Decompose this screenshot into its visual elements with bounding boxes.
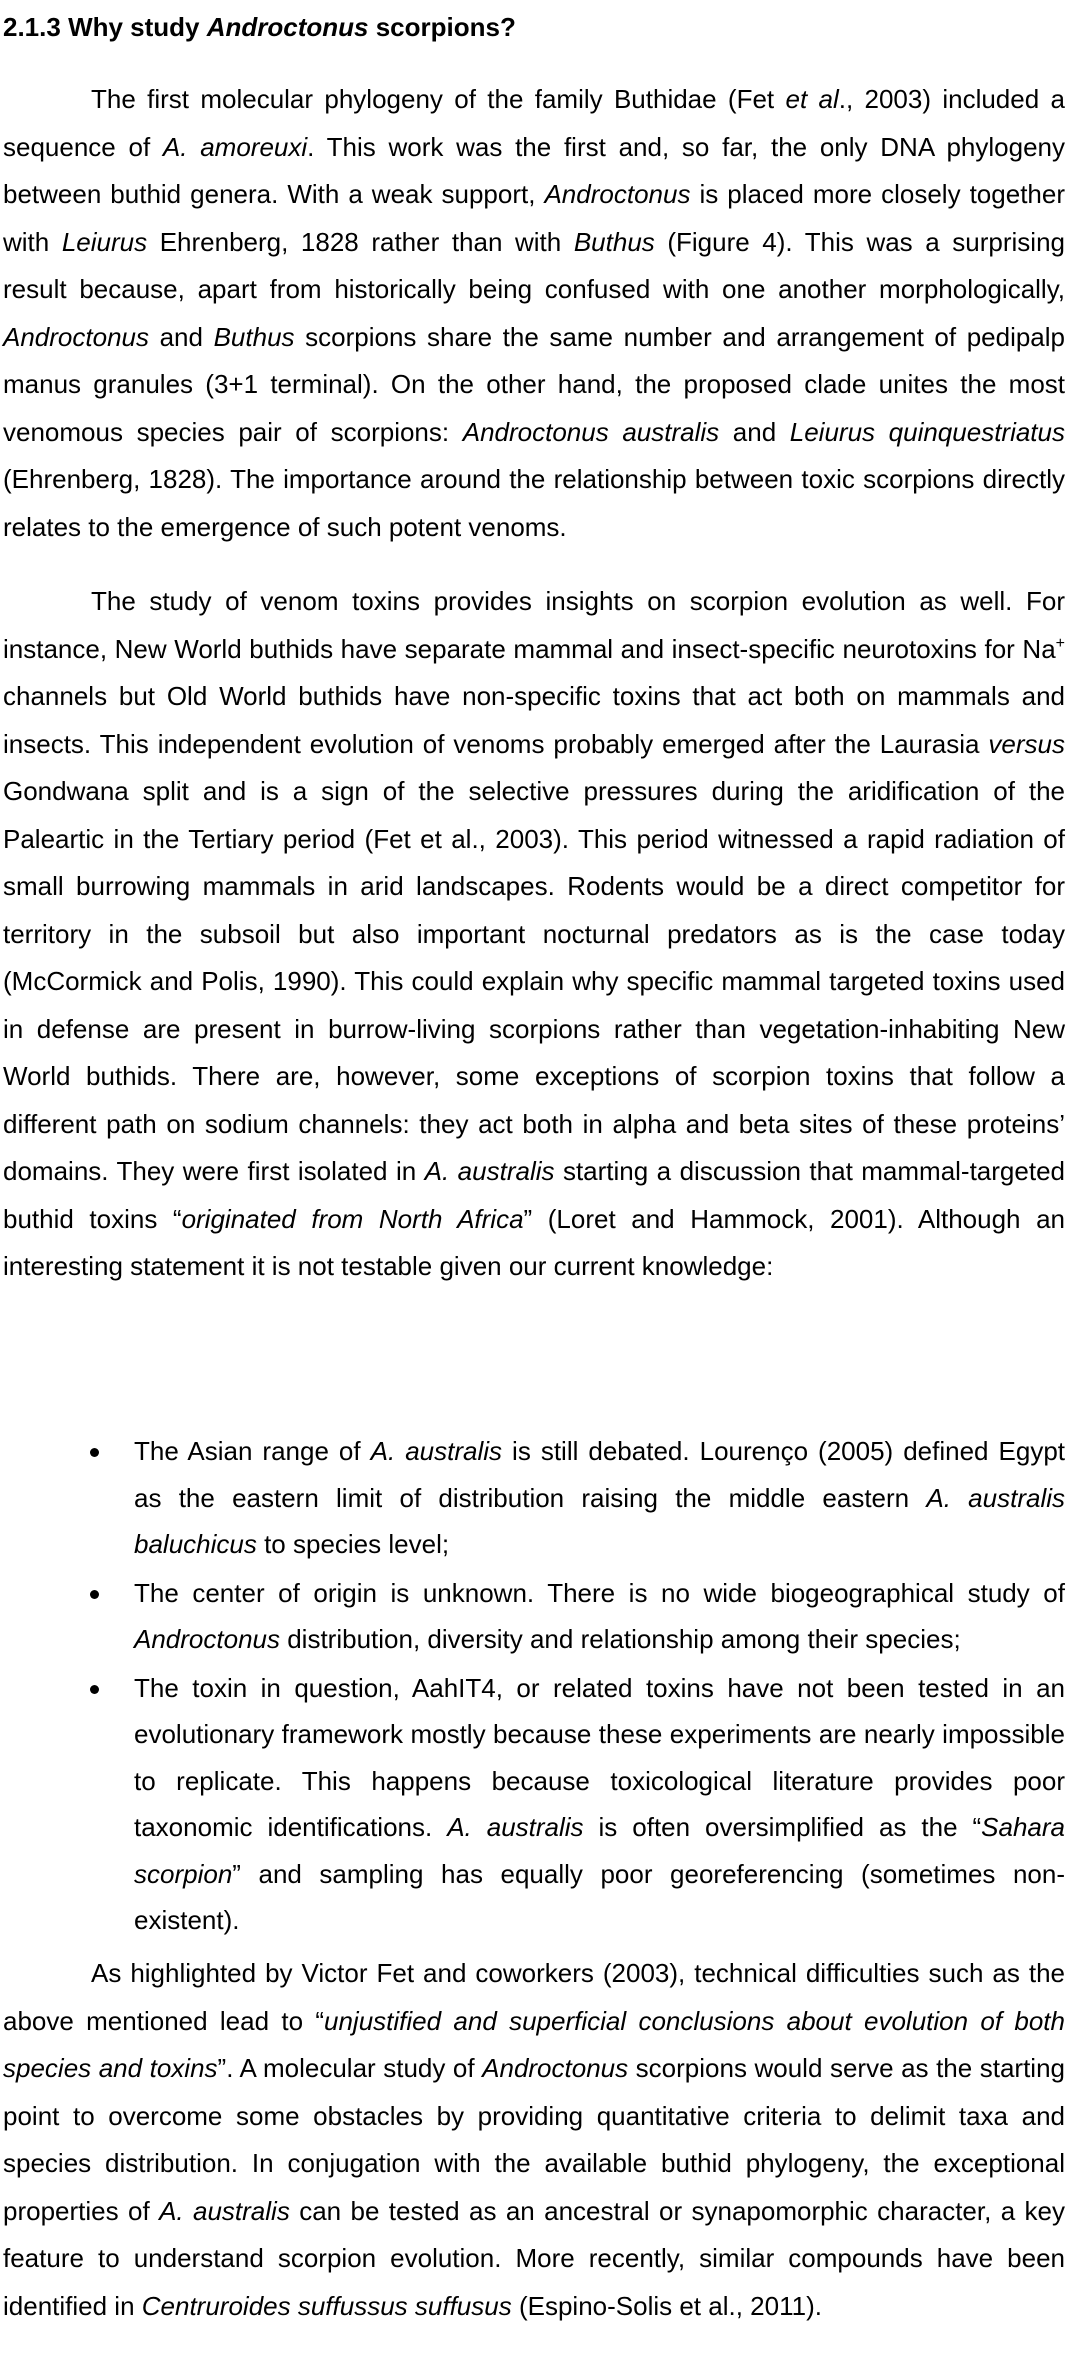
italic-term: Androctonus [3,321,149,352]
text-run: ” (Loret and Hammock, 2001). Although an interesting statement it is not testable given our current knowledge: [3,1203,1065,1281]
text-run: to species level; [256,1529,450,1559]
bullet-item [0,1428,1068,1568]
text-run: scorpions share the same number and arrangement of pedipalp manus granules (3+1 terminal). On the other hand, the proposed clade unites the most venomous species pair of scorpions: [3,321,1066,447]
italic-term: Buthus [573,226,655,257]
bullet-text [134,1436,1065,1559]
italic-term: A. australis baluchicus [134,1482,1065,1559]
text-run: (Ehrenberg, 1828). The importance around the relationship between toxic scorpions directly relates to the emergence of such potent venoms. [3,464,1065,542]
text-run: The toxin in question, AahIT4, or related toxins have not been tested in an evolutionary framework mostly because these experiments are nearly impossible to replicate. This happens because toxicological literature provides poor taxonomic identifications. [134,1672,1065,1842]
italic-term: versus [988,728,1065,759]
paragraph-1 [3,76,1065,551]
italic-term: unjustified and superficial conclusions about evolution of both species and toxins [3,2005,1065,2083]
text-run: The Asian range of [134,1436,371,1466]
text-run: scorpions would serve as the starting point to overcome some obstacles by providing quantitative criteria to delimit taxa and species distribution. In conjugation with the available buthid phylogeny, the exceptional properties of [3,2053,1066,2226]
italic-term: A. australis [447,1812,584,1842]
italic-term: originated from North Africa [181,1203,524,1234]
bullet-text [134,1673,1065,1936]
heading-genus: Androctonus [206,12,369,42]
bullet-text [134,1578,1065,1655]
paragraph-2 [3,578,1065,1291]
bullet-dot-icon [90,1685,99,1694]
italic-term: Androctonus [134,1624,280,1654]
text-run: The center of origin is unknown. There is no wide biogeographical study of [134,1577,1065,1608]
text-run: ” and sampling has equally poor georeferencing (sometimes non-existent). [134,1858,1065,1935]
text-run: and [719,416,790,447]
text-run: ., 2003) included a sequence of [3,84,1065,162]
italic-term: A. australis [424,1156,555,1186]
paragraph-3 [3,1950,1065,2330]
text-run: is placed more closely together with [3,179,1065,257]
text-run: Gondwana split and is a sign of the selective pressures during the aridification of the Paleartic in the Tertiary period (Fet et al., 2003). This period witnessed a rapid radiation of small burrowing mammals in arid landscapes. Rodents would be a direct competitor for territory in the subsoil but also important nocturnal predators as is the case today (McCormick and Polis, 1990). This could explain why specific mammal targeted toxins used in defense are present in burrow-living scorpions rather than vegetation-inhabiting New World buthids. There are, however, some exceptions of scorpion toxins that follow a different path on sodium channels: they act both in alpha and beta sites of these proteins’ domains. They were first isolated in [3,776,1065,1186]
text-run: As highlighted by Victor Fet and coworkers (2003), technical difficulties such as the above mentioned lead to “ [3,1958,1065,2036]
italic-term: Sahara scorpion [134,1812,1066,1889]
italic-term: A. australis [370,1436,503,1466]
text-run: The study of venom toxins provides insights on scorpion evolution as well. For instance, New World buthids have separate mammal and insect-specific neurotoxins for Na [3,586,1065,664]
heading-text-before: Why study [68,12,207,42]
text-run: ”. A molecular study of [217,2053,483,2083]
text-run: (Figure 4). This was a surprising result because, apart from historically being confused with one another morphologically, [3,226,1066,304]
italic-term: Androctonus [544,179,691,209]
italic-term: Leiurus quinquestriatus [789,416,1065,447]
section-heading [3,2,516,52]
text-run: distribution, diversity and relationship among their species; [279,1624,961,1654]
text-run: The first molecular phylogeny of the family Buthidae (Fet [91,84,786,114]
section-number: 2.1.3 [3,12,61,42]
bullet-item [0,1665,1068,1944]
bullet-item [0,1570,1068,1663]
italic-term: Leiurus [61,226,148,257]
italic-term: Androctonus australis [462,416,720,447]
italic-term: et al [785,84,839,114]
bullet-dot-icon [90,1448,99,1457]
text-run: Ehrenberg, 1828 rather than with [147,226,574,257]
bullet-dot-icon [90,1590,99,1599]
italic-term: Centruroides suffussus suffusus [141,2290,512,2321]
italic-term: A. amoreuxi [162,131,308,162]
bullet-list [0,1428,1068,1944]
text-run: starting a discussion that mammal-targeted buthid toxins “ [3,1156,1065,1234]
text-run: is still debated. Lourenço (2005) defined Egypt as the eastern limit of distribution raising the middle eastern [134,1436,1065,1513]
text-run: and [148,321,214,352]
italic-term: Buthus [213,321,295,352]
text-run: (Espino-Solis et al., 2011). [511,2290,822,2321]
superscript: + [1055,634,1065,652]
text-run: channels but Old World buthids have non-specific toxins that act both on mammals and insects. This independent evolution of venoms probably emerged after the Laurasia [3,681,1065,759]
text-run: . This work was the first and, so far, the only DNA phylogeny between buthid genera. With a weak support, [3,131,1065,209]
text-run: can be tested as an ancestral or synapomorphic character, a key feature to understand scorpion evolution. More recently, similar compounds have been identified in [3,2195,1066,2321]
text-run: is often oversimplified as the “ [583,1812,982,1842]
italic-term: Androctonus [482,2053,629,2083]
heading-text-after: scorpions? [368,12,516,42]
italic-term: A. australis [159,2195,290,2226]
